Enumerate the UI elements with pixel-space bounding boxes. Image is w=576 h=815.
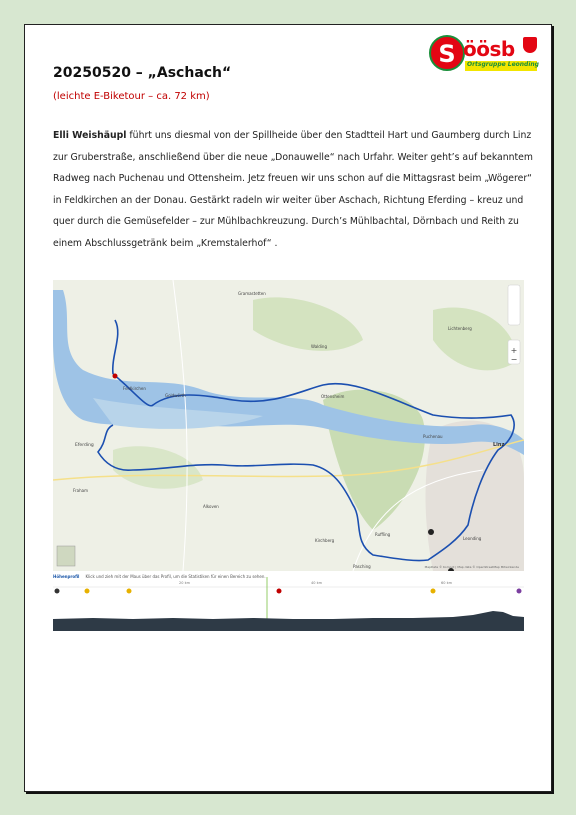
place-label: Ottensheim bbox=[321, 394, 345, 399]
profile-chart bbox=[53, 571, 524, 635]
place-label: Puchenau bbox=[423, 434, 443, 439]
description-paragraph bbox=[53, 125, 533, 254]
tour-subtitle: (leichte E-Biketour – ca. 72 km) bbox=[53, 91, 210, 102]
profile-header: Höhenprofil Klick und zieh mit der Maus über das Profil, um die Statistiken für einen Bereich zu sehen. bbox=[53, 574, 266, 579]
route-map[interactable] bbox=[53, 280, 524, 571]
km-mark: 40 km bbox=[311, 581, 323, 585]
guide-name: Elli Weishäupl bbox=[53, 130, 127, 141]
place-label: Fraham bbox=[73, 488, 88, 493]
place-label: Gramastetten bbox=[238, 291, 266, 296]
place-label: Kirchberg bbox=[315, 538, 335, 543]
layer-switcher-icon[interactable] bbox=[57, 546, 75, 566]
place-label: Ruffling bbox=[375, 532, 391, 537]
lion-crest-icon bbox=[523, 37, 537, 53]
place-label: Lichtenberg bbox=[448, 326, 472, 331]
place-label: Pasching bbox=[353, 564, 371, 569]
place-label: Eferding bbox=[75, 443, 94, 448]
place-label: Leonding bbox=[463, 536, 482, 541]
description-text: führt uns diesmal von der Spillheide über den Stadtteil Hart und Gaumberg durch Linz zur Gruberstraße, anschließend über die neue „Donauwelle“ nach Urfahr. Weiter geht’s auf bekanntem Radweg nach Puchenau und Ottensheim. Jetz freuen wir uns schon auf die Mittagsrast beim „Wögerer“ in Feldkirchen an der Donau. Gestärkt radeln wir weiter über Aschach, Richtung Eferding – kreuz und quer durch die Gemüsefelder – zur Mühlbachkreuzung. Durch’s Mühlbachtal, Dörnbach und Reith zu einem Abschlussgetränk beim „Kremstalerhof“ . bbox=[53, 130, 533, 249]
svg-text:−: − bbox=[510, 355, 518, 364]
logo-tagline-bar: Ortsgruppe Leonding bbox=[465, 61, 537, 71]
oosb-logo bbox=[423, 33, 543, 73]
elevation-profile[interactable] bbox=[53, 571, 524, 635]
tour-description bbox=[53, 125, 533, 254]
logo-emblem: S bbox=[429, 35, 465, 71]
logo-wordmark: öösb bbox=[463, 37, 515, 61]
place-label: Linz bbox=[493, 442, 505, 448]
map-attribution: MapData © Komoot | Map data © OpenStreetMap Mitwirkende bbox=[424, 565, 519, 569]
map-canvas bbox=[53, 280, 524, 571]
place-label: Goldwörth bbox=[165, 393, 186, 398]
svg-text:+: + bbox=[510, 346, 518, 355]
place-label: Alkoven bbox=[203, 504, 219, 509]
km-mark: 20 km bbox=[179, 581, 191, 585]
km-mark: 60 km bbox=[441, 581, 453, 585]
place-label: Walding bbox=[311, 344, 327, 349]
place-label: Feldkirchen bbox=[123, 386, 146, 391]
document-page bbox=[24, 24, 552, 792]
page-title: 20250520 – „Aschach“ bbox=[53, 65, 232, 81]
